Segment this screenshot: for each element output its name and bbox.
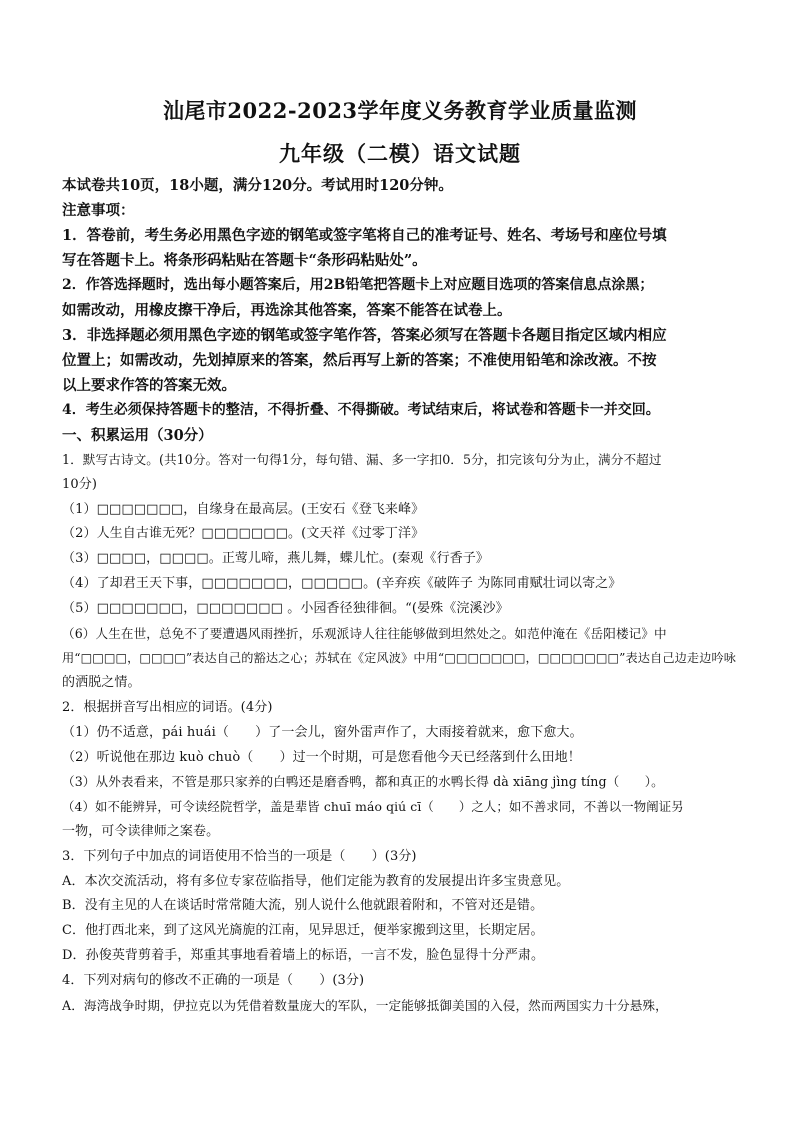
exam-summary: 本试卷共10页，18小题，满分120分。考试用时120分钟。 (62, 177, 453, 194)
section-heading: 一、积累运用（30分） (62, 427, 213, 444)
sub-question: 一物，可令读律师之案卷。 (62, 823, 220, 839)
question-text: 4．下列对病句的修改不正确的一项是（ ）(3分) (62, 972, 365, 988)
option-b: B．没有主见的人在谈话时常常随大流，别人说什么他就跟着附和，不管对还是错。 (62, 898, 544, 914)
notice-line: 4．考生必须保持答题卡的整洁，不得折叠、不得撕破。考试结束后，将试卷和答题卡一并交回。 (62, 402, 660, 418)
exam-title: 汕尾市2022-2023学年度义务教育学业质量监测 (162, 98, 638, 123)
notice-line: 1．答卷前，考生务必用黑色字迹的钢笔或签字笔将自己的准考证号、姓名、考场号和座位号填 (62, 227, 667, 244)
question-4 (62, 969, 738, 1019)
question-3 (62, 845, 738, 969)
option-c: C．他打西北来，到了这风光旖旎的江南，见异思迁，便举家搬到这里，长期定居。 (62, 923, 544, 939)
notice-line: 以上要求作答的答案无效。 (62, 377, 236, 394)
sub-question: （1）仍不适意，pái huái（ ）了一会儿，窗外雷声作了，大雨接着就来，愈下愈大。 (62, 724, 583, 740)
exam-subtitle: 九年级（二模）语文试题 (279, 141, 521, 166)
question-text: 3．下列句子中加点的词语使用不恰当的一项是（ ）(3分) (62, 848, 417, 864)
notice-line: 3．非选择题必须用黑色字迹的钢笔或签字笔作答，答案必须写在答题卡各题目指定区域内相应 (62, 327, 667, 344)
question-text: 2．根据拼音写出相应的词语。(4分) (62, 699, 273, 715)
option-d: D．孙俊英背剪着手，郑重其事地看着墙上的标语，一言不发，脸色显得十分严肃。 (62, 947, 545, 963)
sub-question: （1）□□□□□□□，自缘身在最高层。(王安石《登飞来峰》 (62, 501, 425, 517)
notice-line: 2．作答选择题时，选出每小题答案后，用2B铅笔把答题卡上对应题目选项的答案信息点涂黑； (62, 277, 654, 293)
sub-question: （3）从外表看来，不管是那只家养的白鸭还是磨香鸭，都和真正的水鸭长得 dà xiāng jìng tíng（ ）。 (62, 774, 664, 790)
sub-question: （2）听说他在那边 kuò chuò（ ）过一个时期，可是您看他今天已经落到什么田地！ (62, 749, 581, 765)
option-a: A．本次交流活动，将有多位专家莅临指导，他们定能为教育的发展提出许多宝贵意见。 (62, 873, 570, 889)
sub-question: 的洒脱之情。 (62, 675, 141, 691)
sub-question: （4）了却君王天下事，□□□□□□□，□□□□□。(辛弃疾《破阵子 为陈同甫赋壮词以寄之》 (62, 575, 622, 591)
notice-heading: 注意事项： (62, 202, 135, 219)
sub-question: （3）□□□□，□□□□。正莺儿啼，燕儿舞，蝶儿忙。(秦观《行香子》 (62, 551, 490, 567)
sub-question: 用“□□□□，□□□□”表达自己的豁达之心；苏轼在《定风波》中用“□□□□□□□，□□□□□□□”表达自己边走边吟咏 (62, 651, 737, 666)
sub-question: （5）□□□□□□□，□□□□□□□ 。小园香径独徘徊。“(晏殊《浣溪沙》 (62, 600, 509, 616)
question-1 (62, 448, 738, 696)
notice-line: 写在答题卡上。将条形码粘贴在答题卡“条形码粘贴处”。 (62, 252, 427, 269)
notice-line: 位置上；如需改动，先划掉原来的答案，然后再写上新的答案；不准使用铅笔和涂改液。不按 (62, 352, 657, 369)
sub-question: （4）如不能辨异，可令读经院哲学，盖是辈皆 chuī máo qiú cī（ ）之人；如不善求同，不善以一物阐证另 (62, 799, 684, 815)
question-text: 10分) (62, 476, 98, 492)
question-text: 1．默写古诗文。(共10分。答对一句得1分，每句错、漏、多一字扣0．5分，扣完该句分为止，满分不超过 (62, 452, 662, 467)
sub-question: （6）人生在世，总免不了要遭遇风雨挫折，乐观派诗人往往能够做到坦然处之。如范仲淹在《岳阳楼记》中 (62, 625, 667, 641)
sub-question: （2）人生自古谁无死？□□□□□□□。(文天祥《过零丁洋》 (62, 526, 425, 542)
option-a: A．海湾战争时期，伊拉克以为凭借着数量庞大的军队，一定能够抵御美国的入侵，然而两国实力十分悬殊， (62, 997, 668, 1013)
question-2 (62, 696, 738, 845)
notice-line: 如需改动，用橡皮擦干净后，再选涂其他答案，答案不能答在试卷上。 (62, 302, 512, 319)
exam-instructions (62, 173, 738, 448)
